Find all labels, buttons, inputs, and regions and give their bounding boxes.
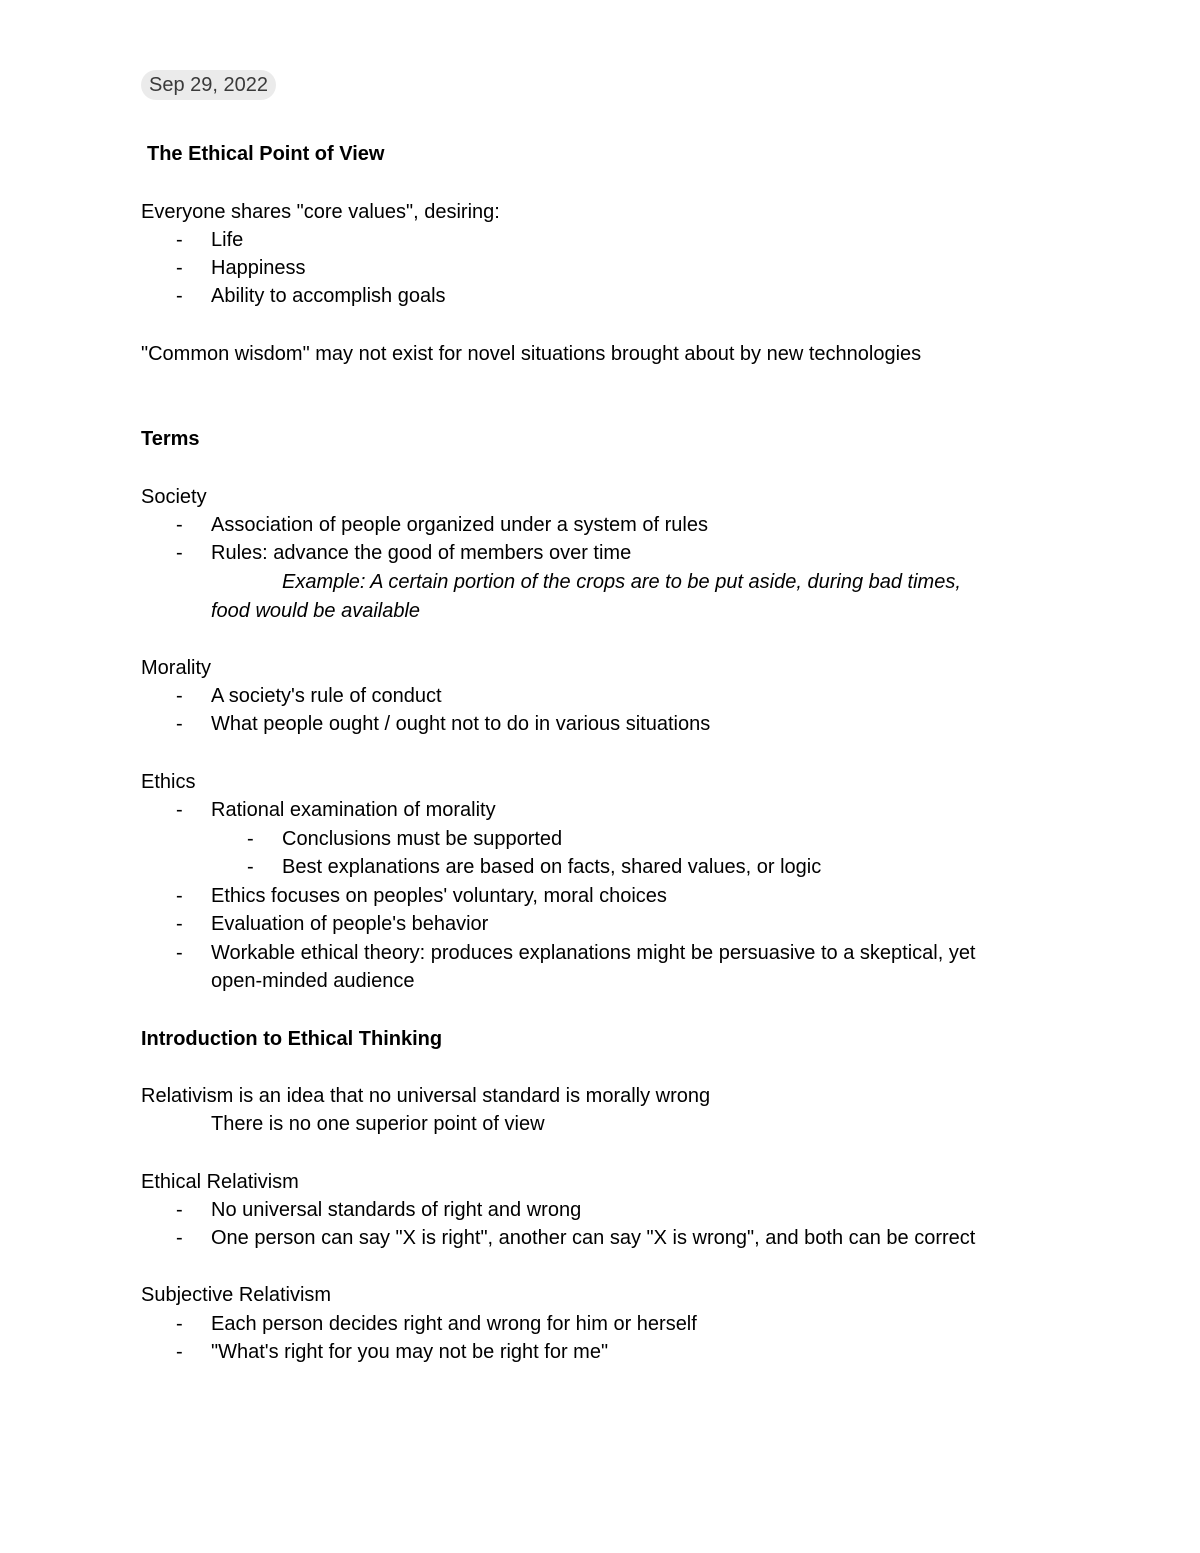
list-item: Ethics focuses on peoples' voluntary, moral choices: [211, 885, 667, 907]
list-item: Happiness: [211, 257, 306, 279]
list-item: What people ought / ought not to do in various situations: [211, 713, 711, 735]
sub-list-item: Conclusions must be supported: [282, 828, 563, 850]
term-label-ethics: Ethics: [141, 771, 196, 793]
list-item: One person can say "X is right", another can say "X is wrong", and both can be correct: [211, 1227, 976, 1249]
bullet-dash: -: [247, 856, 254, 878]
list-item: Association of people organized under a system of rules: [211, 514, 708, 536]
bullet-dash: -: [176, 1199, 183, 1221]
bullet-dash: -: [176, 257, 183, 279]
section-heading-intro-thinking: Introduction to Ethical Thinking: [141, 1028, 443, 1050]
list-item: Life: [211, 229, 244, 251]
bullet-dash: -: [176, 1341, 183, 1363]
date-chip[interactable]: Sep 29, 2022: [141, 70, 276, 100]
list-item: "What's right for you may not be right for me": [211, 1341, 609, 1363]
relativism-subline: There is no one superior point of view: [211, 1113, 545, 1135]
bullet-dash: -: [176, 942, 183, 964]
sub-list-item: Best explanations are based on facts, shared values, or logic: [282, 856, 822, 878]
bullet-dash: -: [176, 799, 183, 821]
list-item: Rules: advance the good of members over time: [211, 542, 632, 564]
society-example-continued: food would be available: [211, 600, 421, 622]
bullet-dash: -: [176, 685, 183, 707]
list-item: No universal standards of right and wrong: [211, 1199, 582, 1221]
bullet-dash: -: [176, 885, 183, 907]
list-item: A society's rule of conduct: [211, 685, 442, 707]
list-item-continued: open-minded audience: [211, 970, 415, 992]
term-label-subjective-relativism: Subjective Relativism: [141, 1284, 332, 1306]
bullet-dash: -: [176, 514, 183, 536]
bullet-dash: -: [247, 828, 254, 850]
section-heading-terms: Terms: [141, 428, 200, 450]
common-wisdom-note: "Common wisdom" may not exist for novel situations brought about by new technologies: [141, 343, 922, 365]
relativism-definition: Relativism is an idea that no universal standard is morally wrong: [141, 1085, 711, 1107]
society-example: Example: A certain portion of the crops are to be put aside, during bad times,: [282, 571, 961, 593]
bullet-dash: -: [176, 913, 183, 935]
term-label-ethical-relativism: Ethical Relativism: [141, 1171, 299, 1193]
bullet-dash: -: [176, 285, 183, 307]
bullet-dash: -: [176, 542, 183, 564]
list-item: Evaluation of people's behavior: [211, 913, 489, 935]
bullet-dash: -: [176, 229, 183, 251]
list-item: Workable ethical theory: produces explanations might be persuasive to a skeptical, yet: [211, 942, 976, 964]
section-heading-ethical-pov: The Ethical Point of View: [147, 143, 385, 165]
term-label-society: Society: [141, 486, 207, 508]
bullet-dash: -: [176, 1313, 183, 1335]
bullet-dash: -: [176, 1227, 183, 1249]
list-item: Rational examination of morality: [211, 799, 496, 821]
bullet-dash: -: [176, 713, 183, 735]
term-label-morality: Morality: [141, 657, 212, 679]
list-item: Each person decides right and wrong for him or herself: [211, 1313, 697, 1335]
core-values-intro: Everyone shares "core values", desiring:: [141, 201, 500, 223]
list-item: Ability to accomplish goals: [211, 285, 446, 307]
